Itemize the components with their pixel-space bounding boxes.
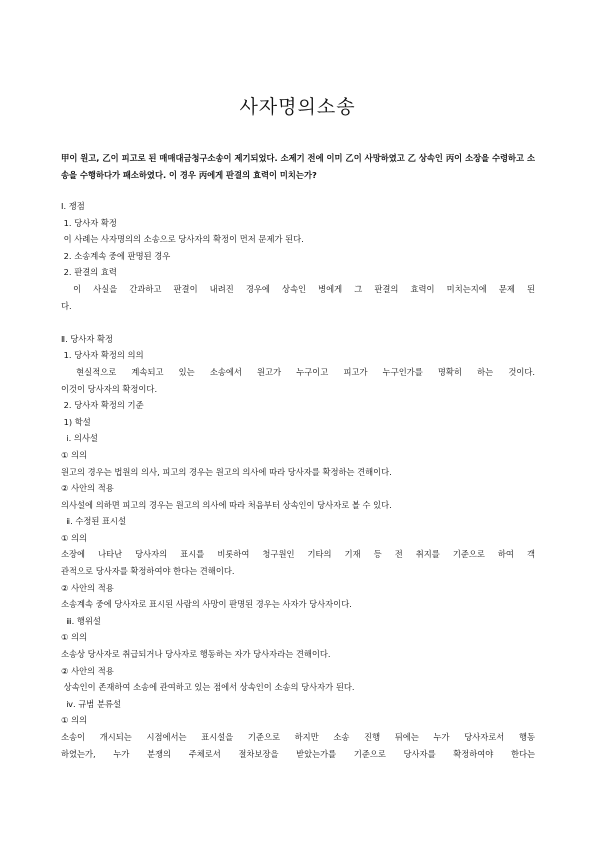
body-line: 이것이 당사자의 확정이다. [61, 383, 158, 394]
body-line: 소장에 나타난 당사자의 표시를 비롯하여 청구원인 기타의 기재 등 전 취지를 기준으로 하여 객 [61, 549, 535, 560]
page-title: 사자명의소송 [239, 96, 356, 118]
body-line: ① 의의 [61, 532, 88, 543]
body-line: 상속인이 존재하여 소송에 관여하고 있는 점에서 상속인이 소송의 당사자가 된다. [61, 682, 355, 693]
body-line: ② 사안의 적용 [61, 582, 114, 593]
case-question: 甲이 원고, 乙이 피고로 된 매매대금청구소송이 제기되었다. 소제기 전에 이미 乙이 사망하였고 乙 상속인 丙이 소장을 수령하고 소송을 수행하다가 패소하였다. 이 경우 丙에게 판결의 효력이 미치는가? [61, 153, 535, 180]
body-line: 1. 당사자 확정 [61, 217, 117, 228]
body-line: 소송이 개시되는 시점에서는 표시설을 기준으로 하지만 소송 진행 뒤에는 누가 당사자로서 행동 [61, 732, 535, 742]
body-line: ② 사안의 적용 [61, 665, 114, 676]
body-line: 2. 소송계속 중에 판명된 경우 [61, 250, 171, 261]
body-line: 관적으로 당사자를 확정하여야 한다는 견해이다. [61, 566, 235, 577]
body-line: 현실적으로 계속되고 있는 소송에서 원고가 누구이고 피고가 누구인가를 명확히 하는 것이다. [61, 366, 536, 377]
blank-line [61, 314, 535, 331]
body-line: 1) 학설 [61, 416, 91, 427]
body-line: 2. 당사자 확정의 기준 [61, 400, 144, 411]
body-line: 소송상 당사자로 취급되거나 당사자로 행동하는 자가 당사자라는 견해이다. [61, 649, 331, 660]
body-line: ⅰ. 의사설 [61, 433, 98, 444]
body-line: 의사설에 의하면 피고의 경우는 원고의 의사에 따라 처음부터 상속인이 당사자로 볼 수 있다. [61, 499, 392, 510]
body-line: ⅲ. 행위설 [61, 615, 101, 626]
body-line: ② 사안의 적용 [61, 483, 114, 494]
body-line: Ⅰ. 쟁점 [61, 201, 85, 211]
body-line: Ⅱ. 당사자 확정 [61, 333, 114, 344]
body-line: ⅳ. 규범 분류설 [61, 698, 122, 709]
body-line: 다. [61, 300, 72, 311]
body-line: ① 의의 [61, 632, 88, 643]
body-line: 이 사례는 사자명의의 소송으로 당사자의 확정이 먼저 문제가 된다. [61, 234, 304, 245]
body-line: 하였는가, 누가 분쟁의 주체로서 절차보장을 받았는가를 기준으로 당사자를 확정하여야 한다는 [61, 748, 535, 759]
document-body [61, 198, 535, 762]
body-line: ⅱ. 수정된 표시설 [61, 516, 127, 527]
body-line: 소송계속 중에 당사자로 표시된 사람의 사망이 판명된 경우는 사자가 당사자이다. [61, 599, 352, 610]
body-line: ① 의의 [61, 449, 88, 460]
body-line: 1. 당사자 확정의 의의 [61, 350, 144, 361]
body-line: 이 사실을 간과하고 판결이 내려진 경우에 상속인 병에게 그 판결의 효력이 미치는지에 문제 된 [61, 283, 535, 294]
body-line: 원고의 경우는 법원의 의사, 피고의 경우는 원고의 의사에 따라 당사자를 확정하는 견해이다. [61, 466, 392, 477]
body-line: 2. 판결의 효력 [61, 267, 117, 278]
body-line: ① 의의 [61, 715, 88, 726]
